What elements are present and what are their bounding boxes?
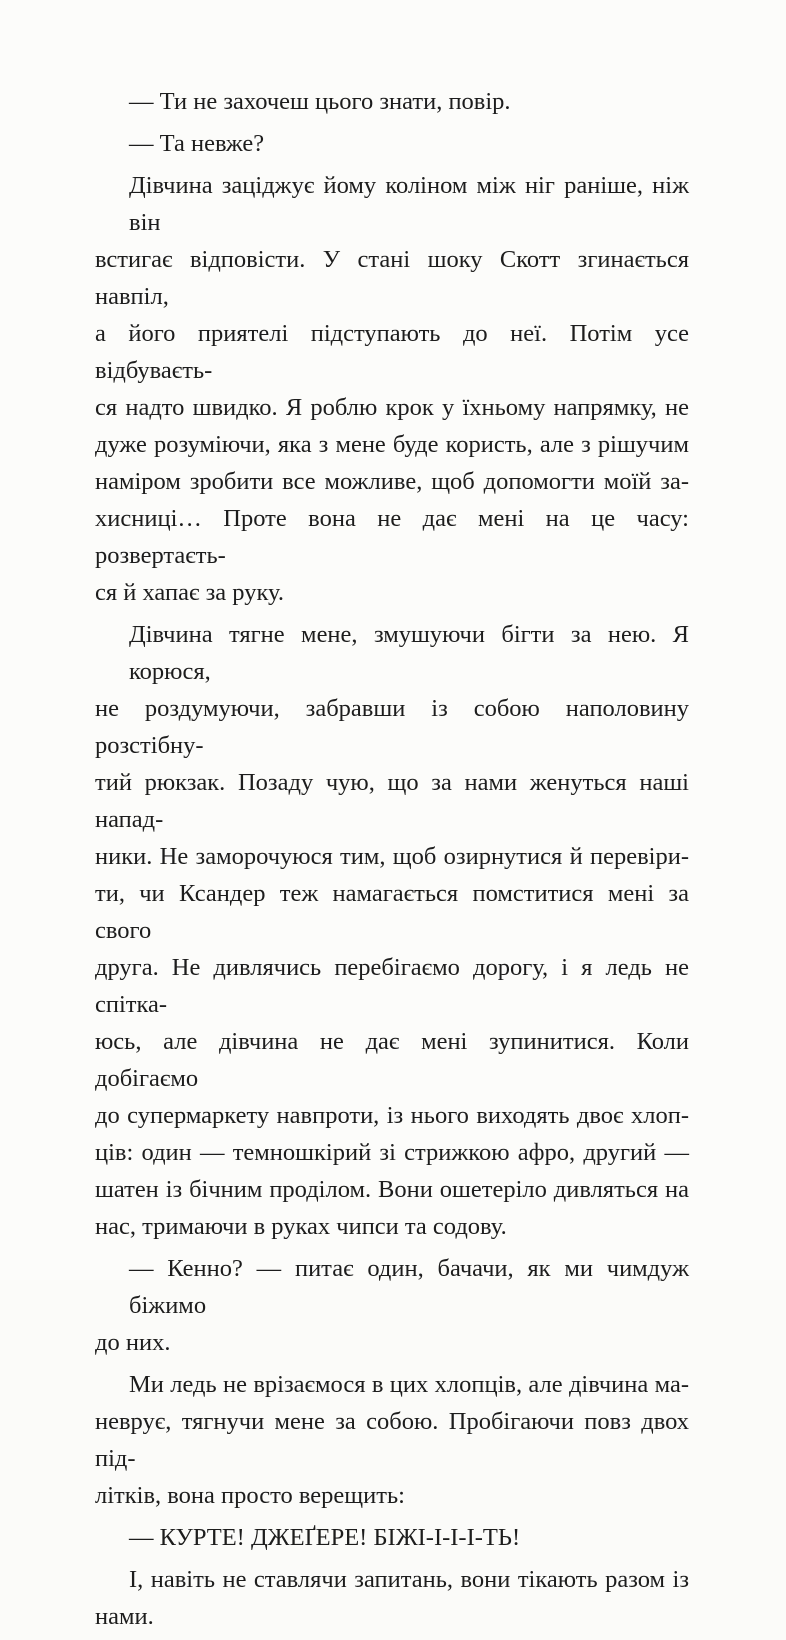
paragraph: [95, 125, 689, 162]
text-line: — Кенно? — питає один, бачачи, як ми чимдуж біжимо: [129, 1255, 689, 1319]
text-line: дуже розуміючи, яка з мене буде користь, але з рішучим: [95, 431, 689, 458]
text-line: тий рюкзак. Позаду чую, що за нами женуться наші напад-: [95, 769, 689, 833]
text-line: ців: один — темношкірий зі стрижкою афро, другий —: [95, 1139, 689, 1166]
text-line: Ми ледь не врізаємося в цих хлопців, але дівчина ма-: [129, 1371, 689, 1398]
paragraph: [95, 1366, 689, 1514]
text-line: Дівчина заціджує йому коліном між ніг раніше, ніж він: [129, 172, 689, 236]
paragraph: [95, 1250, 689, 1361]
text-line: юсь, але дівчина не дає мені зупинитися. Коли добігаємо: [95, 1028, 689, 1092]
text-line: хисниці… Проте вона не дає мені на це часу: розвертаєть-: [95, 505, 689, 569]
text-line: наміром зробити все можливе, щоб допомогти моїй за-: [95, 468, 689, 495]
paragraph: [95, 1561, 689, 1635]
text-line: нами.: [95, 1603, 154, 1630]
text-line: І, навіть не ставлячи запитань, вони тікають разом із: [129, 1566, 689, 1593]
text-line: ники. Не заморочуюся тим, щоб озирнутися й перевіри-: [95, 843, 689, 870]
text-line: шатен із бічним проділом. Вони ошетеріло дивляться на: [95, 1176, 689, 1203]
text-line: друга. Не дивлячись перебігаємо дорогу, і я ледь не спітка-: [95, 954, 689, 1018]
text-line: ся надто швидко. Я роблю крок у їхньому напрямку, не: [95, 394, 689, 421]
text-line: неврує, тягнучи мене за собою. Пробігаючи повз двох під-: [95, 1408, 689, 1472]
text-line: літків, вона просто верещить:: [95, 1482, 405, 1509]
text-line: ти, чи Ксандер теж намагається помститися мені за свого: [95, 880, 689, 944]
text-line: а його приятелі підступають до неї. Потім усе відбуваєть-: [95, 320, 689, 384]
text-line: — КУРТЕ! ДЖЕҐЕРЕ! БІЖІ-І-І-І-ТЬ!: [129, 1524, 521, 1551]
paragraph: [95, 167, 689, 611]
text-line: до супермаркету навпроти, із нього виходять двоє хлоп-: [95, 1102, 689, 1129]
paragraph: [95, 1519, 689, 1556]
text-line: до них.: [95, 1329, 171, 1356]
text-line: ся й хапає за руку.: [95, 579, 284, 606]
page-text: [95, 83, 689, 1640]
paragraph: [95, 83, 689, 120]
text-line: — Та невже?: [129, 130, 265, 157]
text-line: Дівчина тягне мене, змушуючи бігти за нею. Я корюся,: [129, 621, 689, 685]
text-line: встигає відповісти. У стані шоку Скотт згинається навпіл,: [95, 246, 689, 310]
text-line: не роздумуючи, забравши із собою наполовину розстібну-: [95, 695, 689, 759]
text-line: нас, тримаючи в руках чипси та содову.: [95, 1213, 507, 1240]
paragraph: [95, 616, 689, 1245]
text-line: — Ти не захочеш цього знати, повір.: [129, 88, 511, 115]
